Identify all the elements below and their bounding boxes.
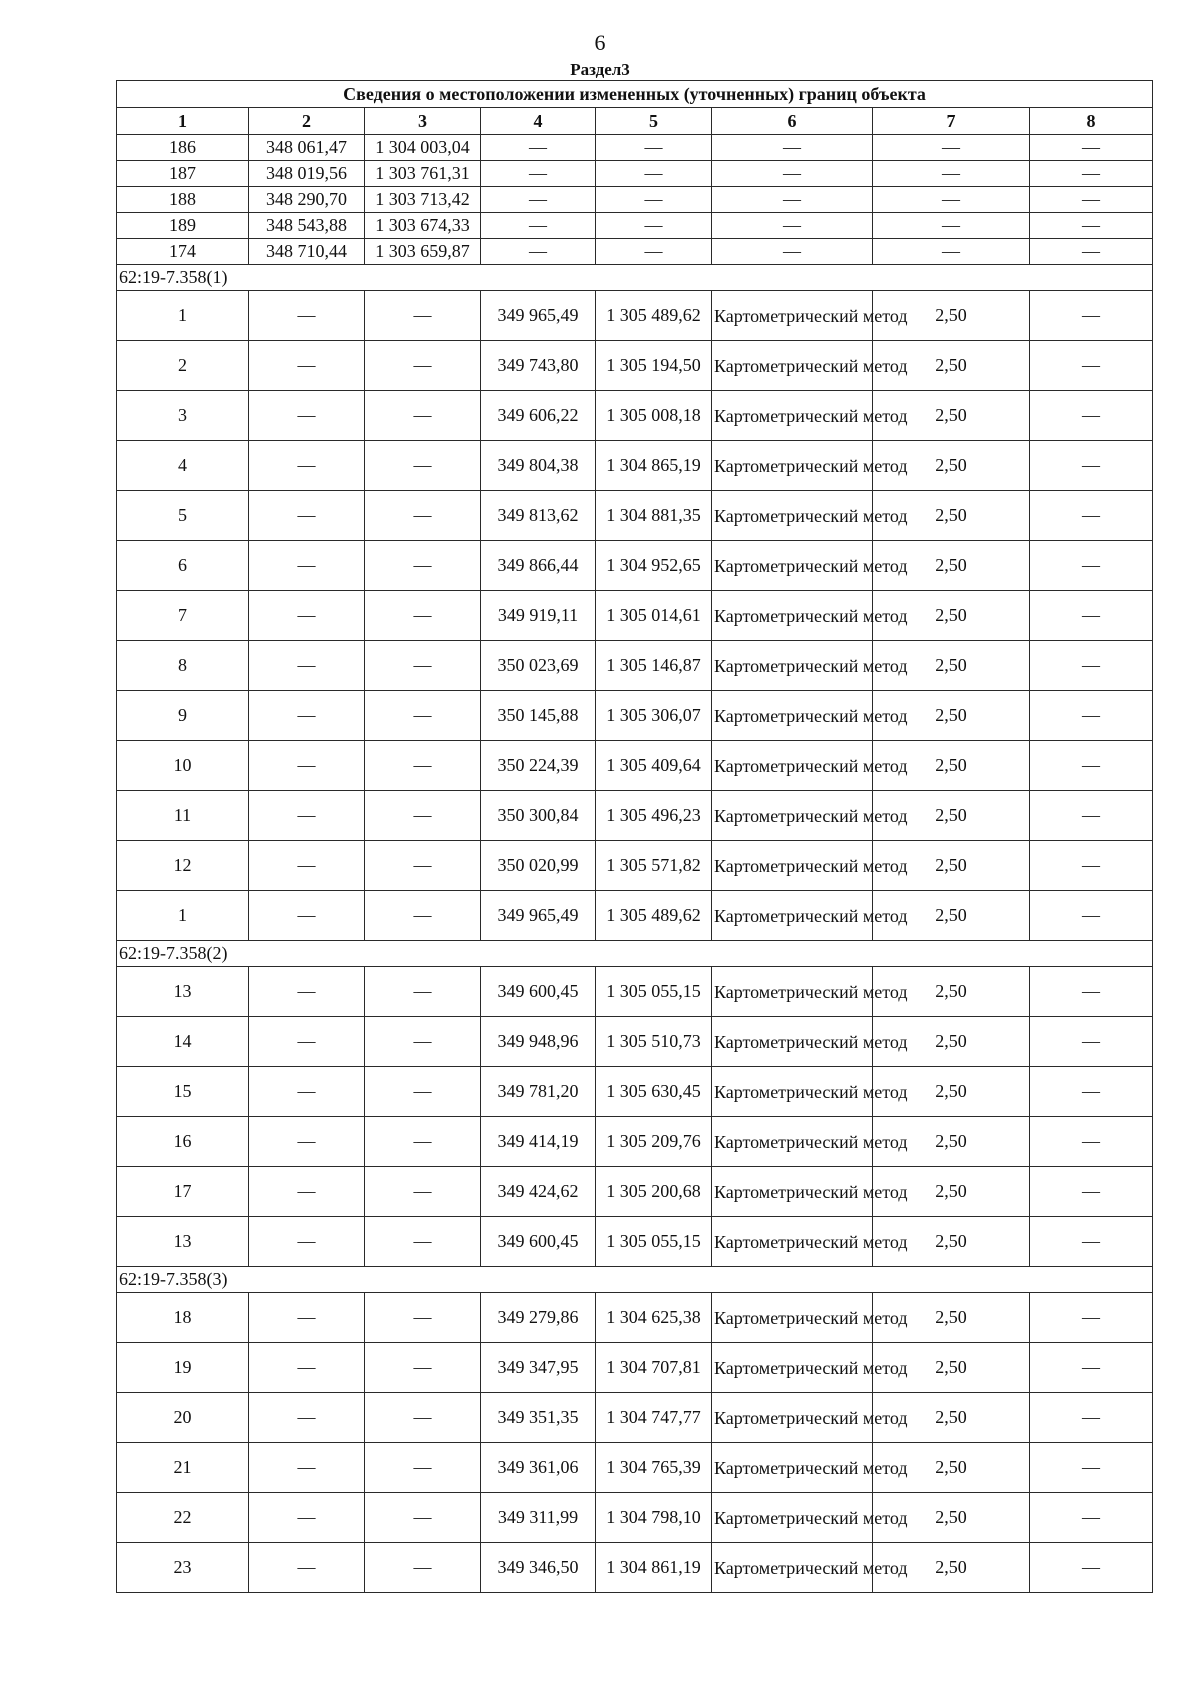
method-cell: Картометрический метод — [712, 791, 873, 841]
table-cell: 349 347,95 — [481, 1343, 596, 1393]
column-number: 3 — [365, 108, 481, 135]
table-cell: — — [1030, 391, 1153, 441]
table-row — [117, 291, 1153, 341]
table-cell: — — [365, 1293, 481, 1343]
table-cell: — — [365, 1017, 481, 1067]
table-cell: 349 600,45 — [481, 1217, 596, 1267]
method-cell: Картометрический метод — [712, 967, 873, 1017]
column-number: 6 — [712, 108, 873, 135]
table-cell: 2,50 — [873, 441, 1030, 491]
table-cell: 2,50 — [873, 691, 1030, 741]
table-row — [117, 691, 1153, 741]
table-cell: — — [596, 213, 712, 239]
table-cell: 1 303 713,42 — [365, 187, 481, 213]
table-cell: 1 305 209,76 — [596, 1117, 712, 1167]
table-caption-row — [117, 81, 1153, 108]
table-cell: 349 606,22 — [481, 391, 596, 441]
table-cell: — — [249, 541, 365, 591]
method-cell: Картометрический метод — [712, 1543, 873, 1593]
table-cell: 13 — [117, 967, 249, 1017]
column-number: 7 — [873, 108, 1030, 135]
table-cell: 2,50 — [873, 891, 1030, 941]
table-cell: — — [249, 1017, 365, 1067]
table-cell: — — [249, 1443, 365, 1493]
table-row — [117, 1493, 1153, 1543]
table-cell: 2,50 — [873, 841, 1030, 891]
column-number-row — [117, 108, 1153, 135]
table-cell: 2,50 — [873, 1067, 1030, 1117]
table-cell: 6 — [117, 541, 249, 591]
table-cell: — — [365, 441, 481, 491]
table-cell: — — [365, 1217, 481, 1267]
table-cell: — — [873, 135, 1030, 161]
table-cell: 348 290,70 — [249, 187, 365, 213]
table-cell: 350 224,39 — [481, 741, 596, 791]
table-cell: — — [1030, 1293, 1153, 1343]
method-cell: Картометрический метод — [712, 1017, 873, 1067]
group-label: 62:19-7.358(3) — [117, 1267, 1153, 1293]
table-cell: 1 305 409,64 — [596, 741, 712, 791]
table-cell: — — [1030, 1493, 1153, 1543]
table-cell: 349 743,80 — [481, 341, 596, 391]
table-row — [117, 1117, 1153, 1167]
table-cell: 349 866,44 — [481, 541, 596, 591]
table-cell: — — [249, 441, 365, 491]
table-cell: — — [249, 1343, 365, 1393]
table-cell: 189 — [117, 213, 249, 239]
table-cell: 348 061,47 — [249, 135, 365, 161]
table-cell: — — [365, 967, 481, 1017]
table-cell: — — [1030, 891, 1153, 941]
table-row — [117, 741, 1153, 791]
method-cell: Картометрический метод — [712, 1217, 873, 1267]
table-cell: — — [365, 691, 481, 741]
table-cell: — — [365, 1167, 481, 1217]
table-cell: 2,50 — [873, 967, 1030, 1017]
table-row — [117, 541, 1153, 591]
table-cell: — — [596, 135, 712, 161]
method-cell: Картометрический метод — [712, 841, 873, 891]
table-cell: — — [873, 239, 1030, 265]
table-cell: — — [1030, 1067, 1153, 1117]
method-cell: Картометрический метод — [712, 1167, 873, 1217]
table-cell: — — [1030, 441, 1153, 491]
table-cell: 349 424,62 — [481, 1167, 596, 1217]
table-cell: 21 — [117, 1443, 249, 1493]
table-row — [117, 239, 1153, 265]
section-title: Раздел3 — [570, 60, 630, 79]
table-cell: — — [596, 239, 712, 265]
table-cell: 1 304 798,10 — [596, 1493, 712, 1543]
method-cell: Картометрический метод — [712, 641, 873, 691]
method-cell: Картометрический метод — [712, 691, 873, 741]
table-cell: — — [1030, 213, 1153, 239]
table-cell: — — [365, 791, 481, 841]
table-cell: 12 — [117, 841, 249, 891]
table-cell: 1 305 489,62 — [596, 891, 712, 941]
table-row — [117, 391, 1153, 441]
table-cell: — — [712, 213, 873, 239]
table-row — [117, 1293, 1153, 1343]
method-cell: Картометрический метод — [712, 1067, 873, 1117]
method-cell: Картометрический метод — [712, 341, 873, 391]
table-cell: 17 — [117, 1167, 249, 1217]
table-cell: 2,50 — [873, 641, 1030, 691]
table-cell: — — [481, 135, 596, 161]
table-cell: — — [365, 1493, 481, 1543]
table-cell: 2,50 — [873, 1493, 1030, 1543]
table-cell: 2,50 — [873, 1117, 1030, 1167]
table-cell: — — [1030, 187, 1153, 213]
table-cell: 1 305 630,45 — [596, 1067, 712, 1117]
table-cell: 2,50 — [873, 1293, 1030, 1343]
table-cell: — — [481, 187, 596, 213]
table-cell: — — [1030, 641, 1153, 691]
table-cell: 1 304 861,19 — [596, 1543, 712, 1593]
group-header-row — [117, 265, 1153, 291]
method-cell: Картометрический метод — [712, 1343, 873, 1393]
group-label: 62:19-7.358(2) — [117, 941, 1153, 967]
table-cell: 2 — [117, 341, 249, 391]
table-cell: — — [249, 1393, 365, 1443]
table-row — [117, 213, 1153, 239]
table-cell: 2,50 — [873, 1393, 1030, 1443]
column-number: 8 — [1030, 108, 1153, 135]
table-cell: 10 — [117, 741, 249, 791]
table-cell: — — [365, 1393, 481, 1443]
table-cell: — — [1030, 1167, 1153, 1217]
table-cell: — — [365, 741, 481, 791]
table-cell: 174 — [117, 239, 249, 265]
table-row — [117, 1067, 1153, 1117]
table-cell: 349 414,19 — [481, 1117, 596, 1167]
method-cell: Картометрический метод — [712, 1293, 873, 1343]
table-cell: — — [365, 1117, 481, 1167]
table-cell: 348 543,88 — [249, 213, 365, 239]
table-cell: 1 304 707,81 — [596, 1343, 712, 1393]
table-cell: 2,50 — [873, 1443, 1030, 1493]
table-cell: 8 — [117, 641, 249, 691]
table-cell: 2,50 — [873, 341, 1030, 391]
group-header-row — [117, 941, 1153, 967]
table-cell: — — [1030, 1217, 1153, 1267]
table-cell: — — [873, 213, 1030, 239]
table-cell: 20 — [117, 1393, 249, 1443]
table-cell: 1 304 765,39 — [596, 1443, 712, 1493]
method-cell: Картометрический метод — [712, 541, 873, 591]
table-cell: 1 304 003,04 — [365, 135, 481, 161]
table-row — [117, 161, 1153, 187]
table-cell: 15 — [117, 1067, 249, 1117]
table-cell: 188 — [117, 187, 249, 213]
table-cell: 349 279,86 — [481, 1293, 596, 1343]
method-cell: Картометрический метод — [712, 591, 873, 641]
table-cell: — — [712, 161, 873, 187]
method-cell: Картометрический метод — [712, 391, 873, 441]
group-label: 62:19-7.358(1) — [117, 265, 1153, 291]
method-cell: Картометрический метод — [712, 1443, 873, 1493]
table-row — [117, 187, 1153, 213]
table-cell: 1 303 674,33 — [365, 213, 481, 239]
column-number: 5 — [596, 108, 712, 135]
table-cell: — — [712, 187, 873, 213]
method-cell: Картометрический метод — [712, 891, 873, 941]
table-cell: 350 023,69 — [481, 641, 596, 691]
method-cell: Картометрический метод — [712, 441, 873, 491]
table-cell: — — [249, 1493, 365, 1543]
table-cell: 13 — [117, 1217, 249, 1267]
table-cell: 9 — [117, 691, 249, 741]
table-cell: 2,50 — [873, 491, 1030, 541]
table-cell: 2,50 — [873, 1217, 1030, 1267]
table-cell: — — [1030, 967, 1153, 1017]
table-cell: — — [249, 591, 365, 641]
column-number: 2 — [249, 108, 365, 135]
table-cell: — — [1030, 791, 1153, 841]
table-cell: 5 — [117, 491, 249, 541]
table-cell: — — [596, 187, 712, 213]
table-cell: 349 781,20 — [481, 1067, 596, 1117]
table-cell: — — [873, 187, 1030, 213]
table-cell: — — [596, 161, 712, 187]
table-cell: 349 804,38 — [481, 441, 596, 491]
table-cell: — — [249, 967, 365, 1017]
table-cell: — — [365, 491, 481, 541]
table-cell: 1 305 055,15 — [596, 1217, 712, 1267]
table-body — [117, 81, 1153, 1593]
table-cell: — — [481, 213, 596, 239]
table-cell: 349 361,06 — [481, 1443, 596, 1493]
table-cell: — — [481, 239, 596, 265]
column-number: 1 — [117, 108, 249, 135]
table-cell: — — [249, 741, 365, 791]
table-cell: — — [365, 291, 481, 341]
method-cell: Картометрический метод — [712, 291, 873, 341]
table-cell: — — [249, 1117, 365, 1167]
page-number: 6 — [594, 30, 606, 55]
table-cell: — — [249, 1067, 365, 1117]
table-cell: — — [249, 891, 365, 941]
table-cell: 1 304 865,19 — [596, 441, 712, 491]
method-cell: Картометрический метод — [712, 491, 873, 541]
table-cell: 22 — [117, 1493, 249, 1543]
table-cell: — — [365, 1343, 481, 1393]
table-cell: 18 — [117, 1293, 249, 1343]
table-cell: — — [873, 161, 1030, 187]
table-cell: — — [1030, 1343, 1153, 1393]
table-row — [117, 841, 1153, 891]
table-cell: 14 — [117, 1017, 249, 1067]
table-cell: 1 — [117, 891, 249, 941]
table-row — [117, 967, 1153, 1017]
table-cell: — — [249, 691, 365, 741]
table-cell: 16 — [117, 1117, 249, 1167]
table-cell: 348 710,44 — [249, 239, 365, 265]
column-number: 4 — [481, 108, 596, 135]
table-cell: — — [1030, 291, 1153, 341]
table-cell: — — [365, 641, 481, 691]
group-header-row — [117, 1267, 1153, 1293]
table-cell: 2,50 — [873, 1017, 1030, 1067]
table-cell: 350 300,84 — [481, 791, 596, 841]
table-cell: — — [365, 841, 481, 891]
table-cell: — — [1030, 691, 1153, 741]
table-cell: — — [249, 341, 365, 391]
table-row — [117, 1017, 1153, 1067]
table-cell: — — [1030, 491, 1153, 541]
table-row — [117, 491, 1153, 541]
table-cell: — — [1030, 239, 1153, 265]
table-cell: — — [1030, 541, 1153, 591]
table-cell: 349 919,11 — [481, 591, 596, 641]
table-cell: 3 — [117, 391, 249, 441]
table-cell: — — [365, 541, 481, 591]
table-row — [117, 591, 1153, 641]
table-cell: 2,50 — [873, 1167, 1030, 1217]
table-cell: 1 304 625,38 — [596, 1293, 712, 1343]
table-cell: — — [249, 791, 365, 841]
table-cell: — — [365, 341, 481, 391]
table-cell: — — [365, 891, 481, 941]
table-cell: 2,50 — [873, 591, 1030, 641]
table-row — [117, 1393, 1153, 1443]
table-cell: — — [365, 1067, 481, 1117]
table-cell: — — [1030, 1543, 1153, 1593]
table-cell: — — [249, 391, 365, 441]
table-cell: — — [1030, 341, 1153, 391]
table-cell: 349 948,96 — [481, 1017, 596, 1067]
table-cell: — — [1030, 841, 1153, 891]
table-row — [117, 791, 1153, 841]
table-row — [117, 1543, 1153, 1593]
table-cell: — — [1030, 1393, 1153, 1443]
table-cell: 348 019,56 — [249, 161, 365, 187]
table-row — [117, 341, 1153, 391]
table-row — [117, 1343, 1153, 1393]
table-cell: 2,50 — [873, 791, 1030, 841]
table-row — [117, 1217, 1153, 1267]
method-cell: Картометрический метод — [712, 741, 873, 791]
table-cell: — — [365, 1543, 481, 1593]
table-cell: 186 — [117, 135, 249, 161]
table-row — [117, 1443, 1153, 1493]
table-cell: 2,50 — [873, 291, 1030, 341]
table-cell: — — [712, 239, 873, 265]
table-cell: 1 305 571,82 — [596, 841, 712, 891]
table-cell: 349 965,49 — [481, 291, 596, 341]
table-cell: 350 020,99 — [481, 841, 596, 891]
table-cell: — — [249, 641, 365, 691]
table-cell: 2,50 — [873, 541, 1030, 591]
table-cell: 2,50 — [873, 1543, 1030, 1593]
table-cell: — — [1030, 591, 1153, 641]
table-cell: 23 — [117, 1543, 249, 1593]
method-cell: Картометрический метод — [712, 1117, 873, 1167]
table-cell: 1 305 510,73 — [596, 1017, 712, 1067]
table-cell: 1 305 489,62 — [596, 291, 712, 341]
table-cell: — — [249, 1543, 365, 1593]
table-cell: 19 — [117, 1343, 249, 1393]
table-cell: — — [1030, 1443, 1153, 1493]
table-cell: 7 — [117, 591, 249, 641]
table-cell: 1 305 194,50 — [596, 341, 712, 391]
table-cell: 1 305 055,15 — [596, 967, 712, 1017]
table-cell: — — [249, 1217, 365, 1267]
table-cell: 1 305 146,87 — [596, 641, 712, 691]
table-cell: 1 304 747,77 — [596, 1393, 712, 1443]
table-cell: — — [249, 841, 365, 891]
table-cell: 187 — [117, 161, 249, 187]
table-cell: — — [249, 1167, 365, 1217]
table-row — [117, 891, 1153, 941]
method-cell: Картометрический метод — [712, 1393, 873, 1443]
table-cell: — — [481, 161, 596, 187]
table-cell: 1 305 008,18 — [596, 391, 712, 441]
boundary-coordinates-table — [116, 80, 1153, 1593]
table-cell: — — [249, 491, 365, 541]
table-cell: 1 305 200,68 — [596, 1167, 712, 1217]
table-cell: 349 813,62 — [481, 491, 596, 541]
table-cell: 349 311,99 — [481, 1493, 596, 1543]
table-cell: 2,50 — [873, 1343, 1030, 1393]
table-cell: — — [712, 135, 873, 161]
table-cell: 1 303 659,87 — [365, 239, 481, 265]
table-cell: 1 305 496,23 — [596, 791, 712, 841]
table-cell: 1 305 014,61 — [596, 591, 712, 641]
table-cell: — — [365, 391, 481, 441]
table-cell: 349 600,45 — [481, 967, 596, 1017]
table-cell: 1 — [117, 291, 249, 341]
table-cell: — — [365, 591, 481, 641]
method-cell: Картометрический метод — [712, 1493, 873, 1543]
table-cell: — — [1030, 135, 1153, 161]
table-caption: Сведения о местоположении измененных (уточненных) границ объекта — [117, 81, 1153, 108]
table-cell: 11 — [117, 791, 249, 841]
table-cell: 349 346,50 — [481, 1543, 596, 1593]
table-cell: 349 351,35 — [481, 1393, 596, 1443]
table-cell: — — [1030, 161, 1153, 187]
table-row — [117, 641, 1153, 691]
table-cell: 2,50 — [873, 391, 1030, 441]
table-cell: 2,50 — [873, 741, 1030, 791]
table-row — [117, 135, 1153, 161]
table-cell: 4 — [117, 441, 249, 491]
table-cell: — — [249, 291, 365, 341]
table-cell: — — [1030, 1017, 1153, 1067]
table-row — [117, 1167, 1153, 1217]
table-cell: — — [1030, 1117, 1153, 1167]
table-cell: 1 304 952,65 — [596, 541, 712, 591]
table-cell: 349 965,49 — [481, 891, 596, 941]
table-cell: — — [1030, 741, 1153, 791]
table-cell: 1 304 881,35 — [596, 491, 712, 541]
table-row — [117, 441, 1153, 491]
table-cell: — — [249, 1293, 365, 1343]
table-cell: 1 303 761,31 — [365, 161, 481, 187]
table-cell: 1 305 306,07 — [596, 691, 712, 741]
table-cell: 350 145,88 — [481, 691, 596, 741]
table-cell: — — [365, 1443, 481, 1493]
